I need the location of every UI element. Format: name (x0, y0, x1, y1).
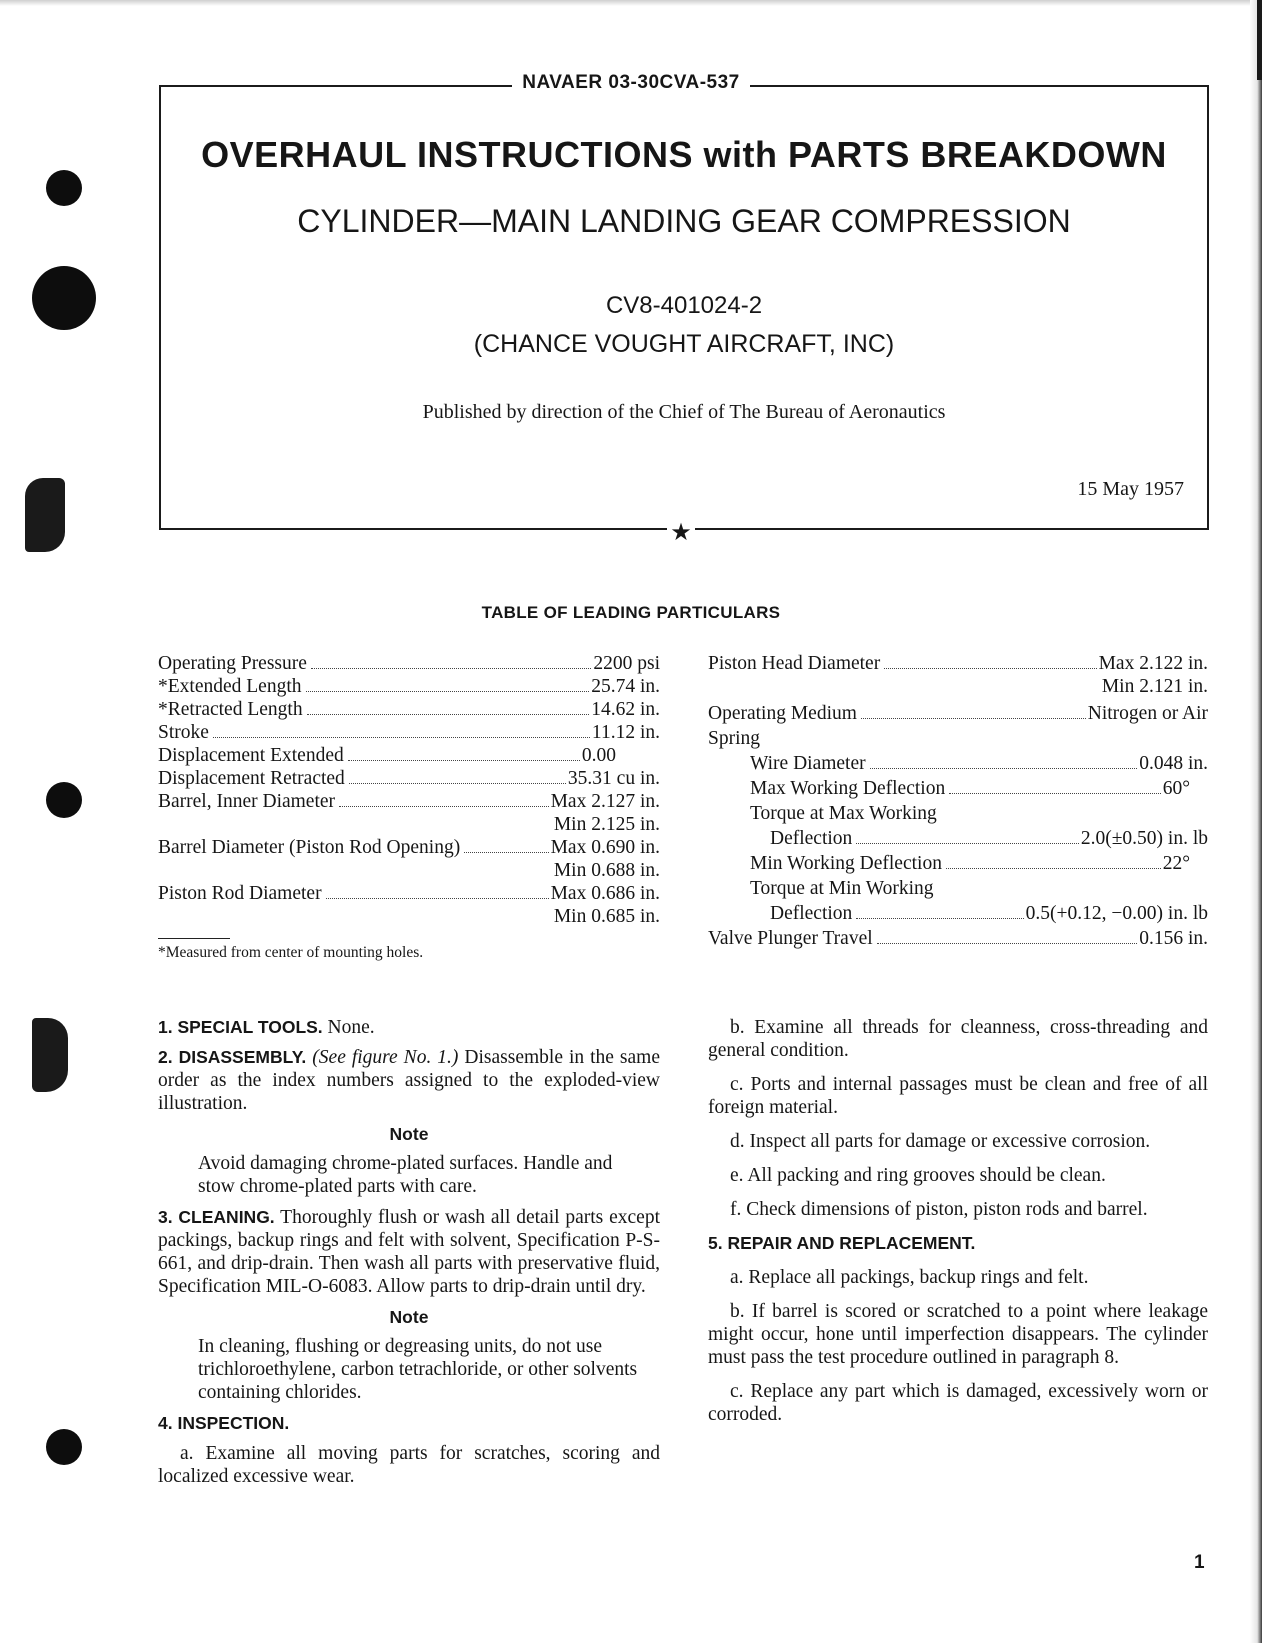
particular-value: 22° (1162, 853, 1190, 874)
note-heading: Note (389, 1307, 429, 1327)
particular-value: 0.156 in. (1139, 928, 1208, 949)
paragraph: f. Check dimensions of piston, piston rods and barrel. (730, 1199, 1148, 1220)
particular-value: 2.0(±0.50) in. lb (1080, 828, 1208, 849)
particular-row (708, 752, 1208, 775)
publication-authority: Published by direction of the Chief of The Bureau of Aeronautics (422, 401, 946, 423)
particular-name: Deflection (770, 828, 853, 849)
particular-row (158, 882, 660, 905)
particular-name: Barrel Diameter (Piston Rod Opening) (158, 837, 461, 858)
section-special-tools (158, 1016, 660, 1039)
footnote-rule (158, 938, 230, 939)
particular-row (158, 836, 660, 859)
manufacturer: (CHANCE VOUGHT AIRCRAFT, INC) (473, 330, 895, 358)
particular-value: Max 2.127 in. (550, 791, 660, 812)
particular-row (158, 744, 660, 767)
particular-row (158, 790, 660, 813)
section-cleaning (158, 1206, 660, 1298)
paragraph: d. Inspect all parts for damage or excessive corrosion. (730, 1131, 1151, 1152)
paragraph: e. All packing and ring grooves should be clean. (730, 1165, 1106, 1186)
page-corner-shadow (1257, 0, 1262, 80)
section-text: Disassemble in the same order as the index numbers assigned to the exploded-view illustration. (158, 1047, 660, 1114)
section-heading: 4. INSPECTION. (158, 1413, 290, 1433)
particular-value: Min 2.125 in. (553, 814, 660, 835)
particular-row (708, 727, 1208, 750)
particular-value: 25.74 in. (591, 676, 660, 697)
particular-row (708, 702, 1208, 725)
particular-row (158, 859, 660, 882)
binder-hole-1 (46, 170, 82, 206)
particulars-right-column (708, 652, 1208, 950)
star-icon: ★ (667, 518, 695, 546)
particular-row (158, 721, 660, 744)
particular-row (708, 827, 1208, 850)
particular-value: Min 0.685 in. (553, 906, 660, 927)
particular-name: Displacement Retracted (158, 768, 345, 789)
particular-name: *Retracted Length (158, 699, 303, 720)
section-heading: 1. SPECIAL TOOLS. (158, 1017, 323, 1037)
particular-name: Min Working Deflection (750, 853, 942, 874)
particular-value: Min 0.688 in. (553, 860, 660, 881)
particular-value: Max 0.686 in. (550, 883, 660, 904)
particular-name: Piston Head Diameter (708, 653, 881, 674)
particular-name: Operating Pressure (158, 653, 307, 674)
section-text: Thoroughly flush or wash all detail parts except packings, backup rings and felt with solvent, Specification P-S-661, and drip-drain. Then wash all parts with preservative fluid, Specification MIL-O-6083. Allow parts to drip-drain until dry. (158, 1207, 660, 1297)
particular-value: 35.31 cu in. (567, 768, 660, 789)
particular-value: Max 2.122 in. (1098, 653, 1208, 674)
particular-value: Min 2.121 in. (1101, 676, 1208, 697)
particular-row (158, 813, 660, 836)
section-disassembly (158, 1046, 660, 1115)
particular-row (708, 927, 1208, 950)
particular-value: 60° (1162, 778, 1190, 799)
binder-hole-3 (46, 782, 82, 818)
particular-value: 14.62 in. (591, 699, 660, 720)
paragraph: a. Examine all moving parts for scratches, scoring and localized excessive wear. (158, 1443, 660, 1487)
particular-value: 0.5(+0.12, −0.00) in. lb (1025, 903, 1208, 924)
particular-value: 11.12 in. (591, 722, 660, 743)
particulars-left-column (158, 652, 660, 928)
particular-row (708, 675, 1208, 698)
page-number: 1 (1194, 1552, 1205, 1573)
particular-name: Barrel, Inner Diameter (158, 791, 336, 812)
note-heading: Note (389, 1124, 429, 1144)
particular-row (708, 802, 1208, 825)
particular-value: 0.048 in. (1139, 753, 1208, 774)
particular-name: Deflection (770, 903, 853, 924)
particular-row (708, 852, 1208, 875)
particular-row (158, 675, 660, 698)
particular-name: *Extended Length (158, 676, 302, 697)
particular-row (158, 905, 660, 928)
particular-name: Max Working Deflection (750, 778, 946, 799)
torn-edge-mark-2 (32, 1018, 68, 1092)
particular-name: Stroke (158, 722, 209, 743)
particular-row (158, 652, 660, 675)
document-number: NAVAER 03-30CVA-537 (0, 72, 1262, 94)
section-text: None. (322, 1017, 375, 1038)
paragraph: b. Examine all threads for cleanness, cross-threading and general condition. (708, 1017, 1208, 1061)
particular-name: Spring (708, 728, 761, 749)
note-text: In cleaning, flushing or degreasing units, do not use trichloroethylene, carbon tetrachloride, or other solvents containing chlorides. (198, 1336, 638, 1403)
particular-row (708, 902, 1208, 925)
figure-reference: (See figure No. 1.) (312, 1047, 459, 1068)
particular-value: 2200 psi (593, 653, 660, 674)
particular-value: Nitrogen or Air (1087, 703, 1208, 724)
particular-value: 0.00 (581, 745, 616, 766)
document-title: OVERHAUL INSTRUCTIONS with PARTS BREAKDOWN (201, 134, 1167, 175)
section-heading: 5. REPAIR AND REPLACEMENT. (708, 1233, 976, 1253)
section-heading: 3. CLEANING. (158, 1207, 275, 1227)
particular-row (158, 698, 660, 721)
binder-hole-2 (32, 266, 96, 330)
particular-name: Wire Diameter (750, 753, 866, 774)
particular-name: Torque at Min Working (750, 878, 934, 899)
note-text: Avoid damaging chrome-plated surfaces. Handle and stow chrome-plated parts with care. (198, 1153, 613, 1197)
body-left-column (158, 1016, 660, 1488)
particular-value: Max 0.690 in. (550, 837, 660, 858)
document-subtitle: CYLINDER—MAIN LANDING GEAR COMPRESSION (297, 203, 1071, 239)
paragraph: c. Replace any part which is damaged, excessively worn or corroded. (708, 1381, 1208, 1425)
particular-name: Operating Medium (708, 703, 857, 724)
paragraph: c. Ports and internal passages must be clean and free of all foreign material. (708, 1074, 1208, 1118)
particular-name: Displacement Extended (158, 745, 344, 766)
particular-row (708, 877, 1208, 900)
section-heading: 2. DISASSEMBLY. (158, 1047, 307, 1067)
publication-date: 15 May 1957 (1077, 478, 1184, 500)
page-right-edge (1250, 0, 1262, 1643)
paragraph: a. Replace all packings, backup rings and felt. (730, 1267, 1089, 1288)
body-right-column (708, 1016, 1208, 1426)
particular-row (708, 652, 1208, 675)
particulars-heading: TABLE OF LEADING PARTICULARS (481, 603, 781, 622)
page-top-edge (0, 0, 1262, 6)
binder-hole-4 (46, 1429, 82, 1465)
particular-row (708, 777, 1208, 800)
part-number: CV8-401024-2 (605, 292, 763, 319)
torn-edge-mark-1 (25, 478, 65, 552)
paragraph: b. If barrel is scored or scratched to a point where leakage might occur, hone until imperfection disappears. The cylinder must pass the test procedure outlined in paragraph 8. (708, 1301, 1208, 1368)
particular-name: Valve Plunger Travel (708, 928, 873, 949)
footnote: *Measured from center of mounting holes. (158, 944, 424, 961)
particular-name: Torque at Max Working (750, 803, 937, 824)
particular-name: Piston Rod Diameter (158, 883, 322, 904)
particular-row (158, 767, 660, 790)
